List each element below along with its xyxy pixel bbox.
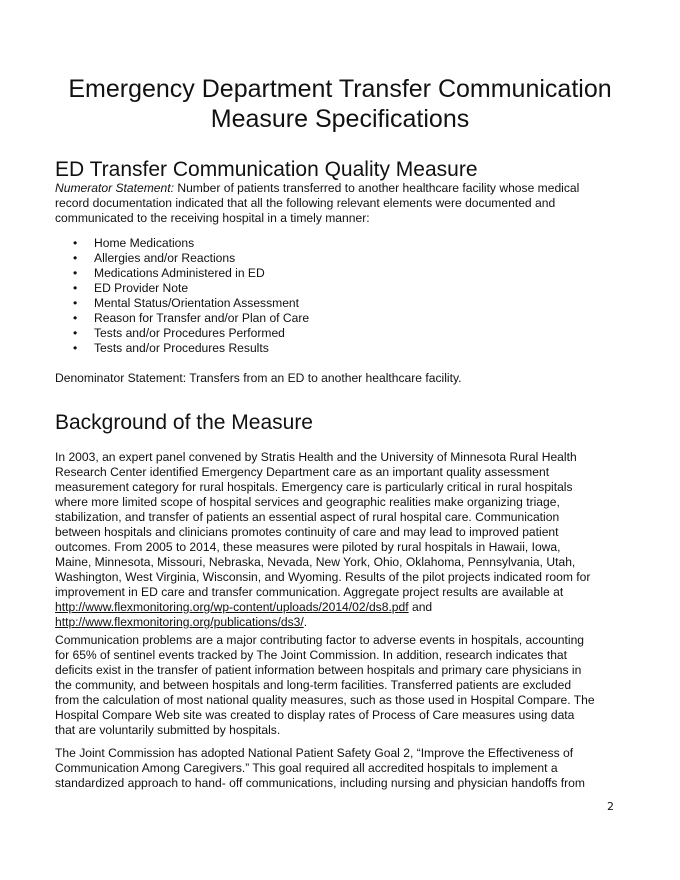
denominator-statement: Denominator Statement: Transfers from an ED to another healthcare facility. bbox=[55, 371, 462, 385]
page-title bbox=[40, 74, 640, 134]
background-paragraph-2: Communication problems are a major contributing factor to adverse events in hospitals, accounting for 65% of sentinel events tracked by The Joint Commission. In addition, research indicates that deficits exist in the transfer of patient information between hospitals and primary care physicians in the community, and between hospitals and long-term facilities. Transferred patients are excluded from the calculation of most national quality measures, such as those used in Hospital Compare. The Hospital Compare Web site was created to display rates of Process of Care measures using data that are voluntarily submitted by hospitals. bbox=[55, 633, 595, 737]
results-link-ds3[interactable]: http://www.flexmonitoring.org/publications/ds3/ bbox=[55, 615, 304, 629]
list-item: • Tests and/or Procedures Performed bbox=[73, 326, 285, 340]
list-item: • Tests and/or Procedures Results bbox=[73, 341, 269, 355]
page-title-line-2: Measure Specifications bbox=[210, 105, 470, 133]
bullet-icon: • bbox=[73, 326, 78, 340]
numerator-text: Number of patients transferred to another healthcare facility whose medical record documentation indicated that all the following relevant elements were documented and communicated to the receiving hospital in a timely manner: bbox=[55, 181, 580, 225]
list-item: • ED Provider Note bbox=[73, 281, 189, 295]
page-number: 2 bbox=[607, 800, 614, 813]
numerator-statement bbox=[55, 181, 595, 226]
list-item: • Home Medications bbox=[73, 236, 195, 250]
bullet-icon: • bbox=[73, 311, 78, 325]
bullet-icon: • bbox=[73, 236, 78, 250]
results-link-ds8[interactable]: http://www.flexmonitoring.org/wp-content/uploads/2014/02/ds8.pdf bbox=[55, 600, 409, 614]
required-elements-list bbox=[73, 236, 309, 356]
background-paragraph-1: In 2003, an expert panel convened by Stratis Health and the University of Minnesota Rural Health Research Center identified Emergency Department care as an important quality assessment measurement category for rural hospitals. Emergency care is particularly critical in rural hospitals where more limited scope of hospital services and geographic realities make organizing triage, stabilization, and transfer of patients an essential aspect of rural hospital care. Communication between hospitals and clinicians promotes continuity of care and may lead to improved patient outcomes. From 2005 to 2014, these measures were piloted by rural hospitals in Hawaii, Iowa, Maine, Minnesota, Missouri, Nebraska, Nevada, New York, Ohio, Oklahoma, Pennsylvania, Utah, Washington, West Virginia, Wisconsin, and Wyoming. Results of the pilot projects indicated room for improvement in ED care and transfer communication. Aggregate project results are available at http://www.flexmonitoring.org/wp-content/uploads/2014/02/ds8.pdf and http://www.flexmonitoring.org/publications/ds3/. bbox=[55, 450, 591, 629]
list-item: • Reason for Transfer and/or Plan of Care bbox=[73, 311, 310, 325]
bullet-icon: • bbox=[73, 251, 78, 265]
bullet-icon: • bbox=[73, 266, 78, 280]
section-heading-measure: ED Transfer Communication Quality Measure bbox=[55, 158, 478, 181]
list-item: • Mental Status/Orientation Assessment bbox=[73, 296, 300, 310]
page-title-line-1: Emergency Department Transfer Communication bbox=[68, 75, 612, 103]
section-heading-background: Background of the Measure bbox=[55, 411, 313, 434]
bullet-icon: • bbox=[73, 296, 78, 310]
bullet-icon: • bbox=[73, 281, 78, 295]
list-item: • Medications Administered in ED bbox=[73, 266, 265, 280]
bullet-icon: • bbox=[73, 341, 78, 355]
numerator-label: Numerator Statement: bbox=[55, 181, 174, 195]
background-paragraph-3: The Joint Commission has adopted National Patient Safety Goal 2, “Improve the Effectiveness of Communication Among Caregivers.” This goal required all accredited hospitals to implement a standardized approach to hand- off communications, including nursing and physician handoffs from bbox=[55, 746, 585, 790]
list-item: • Allergies and/or Reactions bbox=[73, 251, 236, 265]
